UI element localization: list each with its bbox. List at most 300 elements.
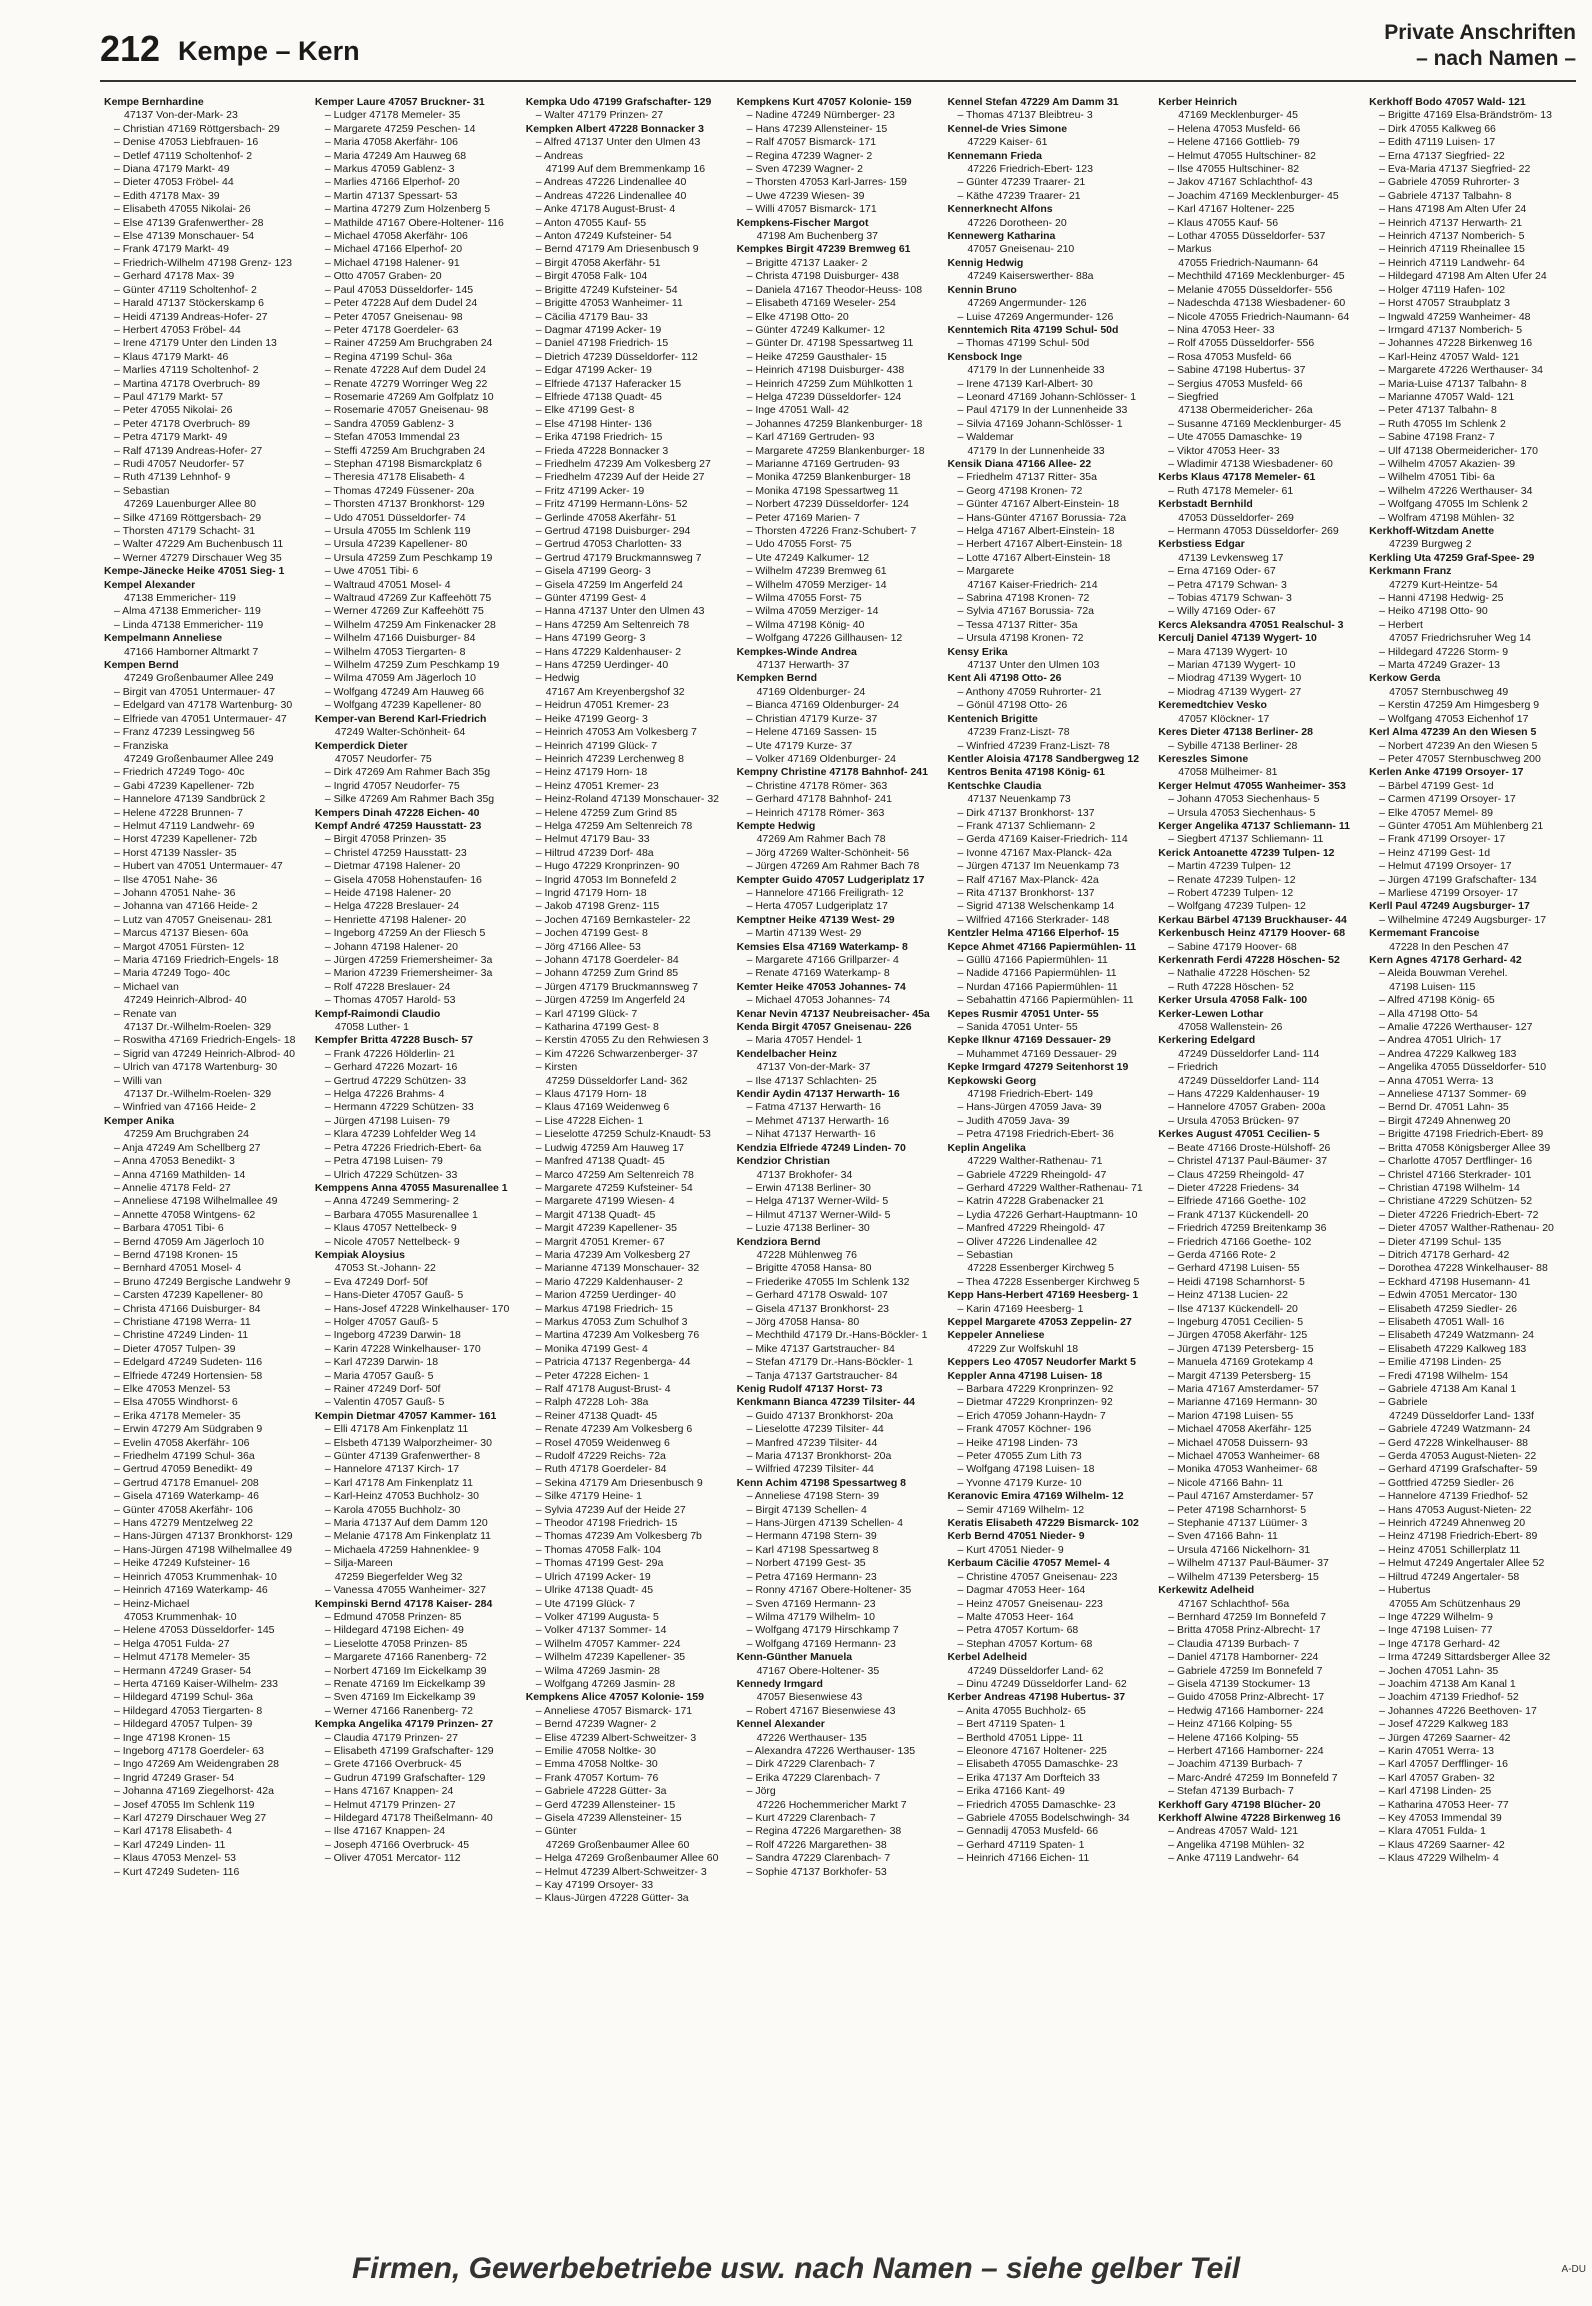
surname-entry: Kemper Anika (104, 1114, 175, 1127)
directory-entry: – Ulrich van 47178 Wartenburg- 30 (114, 1061, 278, 1074)
directory-entry: – Petra 47169 Hermann- 23 (746, 1570, 877, 1583)
directory-entry: – Ingeburg 47051 Cecilien- 5 (1168, 1315, 1304, 1328)
directory-entry: – Jürgen 47259 Friemersheimer- 3a (324, 954, 493, 966)
directory-entry: – Claus 47259 Rheingold- 47 (1168, 1168, 1305, 1181)
directory-entry: – Katharina 47053 Heer- 77 (1379, 1798, 1509, 1811)
directory-entry: – Hans-Jürgen 47059 Java- 39 (957, 1101, 1102, 1114)
directory-entry: – Wilhelm 47057 Akazien- 39 (1379, 457, 1516, 470)
directory-entry: – Ulrich 47229 Schützen- 33 (324, 1168, 458, 1181)
surname-entry: Kerkering Edelgard (1158, 1034, 1256, 1047)
directory-entry: – Bernd Dr. 47051 Lahn- 35 (1379, 1101, 1509, 1114)
directory-entry: – Birgit 47058 Falk- 104 (535, 270, 648, 283)
directory-entry: – Luzie 47138 Berliner- 30 (746, 1222, 870, 1235)
directory-entry: – Nina 47053 Heer- 33 (1168, 323, 1275, 336)
directory-entry: – Christian 47169 Röttgersbach- 29 (114, 122, 280, 135)
directory-entry: 47137 Dr.-Wilhelm-Roelen- 329 (124, 1021, 272, 1034)
directory-entry: – Nurdan 47166 Papiermühlen- 11 (957, 980, 1118, 993)
directory-entry: – Marianne 47139 Monschauer- 32 (535, 1262, 700, 1275)
directory-entry: – Petra 47179 Markt- 49 (114, 431, 228, 444)
surname-entry: Kemperdick Dieter (314, 739, 408, 752)
directory-entry: – Rosa 47053 Musfeld- 66 (1168, 350, 1292, 363)
directory-entry: – Christiane 47198 Werra- 11 (114, 1315, 251, 1328)
directory-entry: – Friedhelm 47199 Schul- 36a (114, 1450, 255, 1463)
directory-entry: – Sven 47169 Hermann- 23 (746, 1597, 876, 1610)
directory-entry: – Birgit van 47051 Untermauer- 47 (114, 685, 276, 698)
directory-entry: – Sven 47166 Bahn- 11 (1168, 1530, 1278, 1543)
directory-entry: – Heinrich 47053 Krummenhak- 10 (114, 1570, 277, 1583)
directory-entry: – Alfred 47198 König- 65 (1379, 994, 1495, 1007)
directory-entry: – Kurt 47051 Nieder- 9 (957, 1543, 1064, 1556)
directory-entry: – Jörg 47166 Allee- 53 (535, 940, 641, 953)
surname-entry: Kerker-Lewen Lothar (1158, 1007, 1264, 1020)
directory-entry: 47249 Walter-Schönheit- 64 (334, 726, 466, 739)
directory-entry: – Silke 47179 Heine- 1 (535, 1490, 642, 1503)
directory-entry: – Heinrich 47137 Herwarth- 21 (1379, 216, 1523, 229)
directory-entry: – Elisabeth 47055 Damaschke- 23 (957, 1758, 1118, 1771)
directory-entry: – Barbara 47229 Kronprinzen- 92 (957, 1383, 1114, 1395)
directory-entry: – Sabine 47198 Franz- 7 (1379, 431, 1495, 444)
directory-entry: – Andrea 47229 Kalkweg 183 (1379, 1047, 1517, 1060)
surname-entry: Kemper Laure 47057 Bruckner- 31 (314, 96, 485, 108)
directory-entry: – Erika 47229 Clarenbach- 7 (746, 1771, 881, 1784)
directory-entry: – Thorsten 47226 Franz-Schubert- 7 (746, 525, 917, 537)
surname-entry: Keppel Margarete 47053 Zeppelin- 27 (947, 1315, 1132, 1328)
directory-entry: – Helmut 47249 Angertaler Allee 52 (1379, 1557, 1545, 1570)
directory-entry: – Erika 47137 Am Dorfteich 33 (957, 1771, 1100, 1784)
directory-entry: – Elisabeth 47055 Nikolai- 26 (114, 203, 251, 216)
directory-entry: – Hildegard 47178 Theißelmann- 40 (324, 1812, 493, 1824)
footer-ref: A-DU (1561, 2264, 1586, 2275)
directory-entry: – Gerda 47166 Rote- 2 (1168, 1248, 1276, 1261)
directory-entry: – Thomas 47058 Falk- 104 (535, 1543, 662, 1556)
directory-entry: – Bruno 47249 Bergische Landwehr 9 (114, 1275, 291, 1288)
directory-entry: – Günter 47199 Gest- 4 (535, 592, 647, 605)
surname-entry: Kepke Ilknur 47169 Dessauer- 29 (947, 1034, 1111, 1047)
directory-entry: 47226 Werthauser- 135 (756, 1731, 867, 1744)
directory-entry: – Günter 47167 Albert-Einstein- 18 (957, 498, 1120, 511)
directory-entry: – Margarete 47259 Peschen- 14 (324, 122, 476, 135)
directory-entry: – Anneliese 47057 Bismarck- 171 (535, 1704, 693, 1717)
directory-entry: 47269 Angermunder- 126 (967, 297, 1087, 310)
surname-entry: Kent Ali 47198 Otto- 26 (947, 672, 1062, 685)
directory-entry: – Helmut 47055 Hultschiner- 82 (1168, 149, 1316, 162)
directory-entry: – Thomas 47199 Schul- 50d (957, 337, 1090, 350)
directory-entry: – Helmut 47199 Orsoyer- 17 (1379, 860, 1512, 873)
directory-entry: – Gerhard 47178 Oswald- 107 (746, 1289, 888, 1302)
surname-entry: Kenn-Günther Manuela (736, 1651, 853, 1664)
directory-entry: – Wilhelm 47166 Duisburger- 84 (324, 632, 476, 645)
directory-entry: – Ludwig 47259 Am Hauweg 17 (535, 1141, 684, 1154)
directory-entry: – Anke 47178 August-Brust- 4 (535, 203, 676, 216)
directory-entry: – Ute 47055 Damaschke- 19 (1168, 431, 1302, 444)
directory-entry: – Anna 47051 Werra- 13 (1379, 1074, 1494, 1087)
surname-entry: Kempel Alexander (104, 578, 196, 591)
directory-entry: – Herbert 47053 Fröbel- 44 (114, 323, 241, 336)
directory-entry: – Helga 47228 Breslauer- 24 (324, 900, 460, 913)
directory-entry: – Edwin 47051 Mercator- 130 (1379, 1289, 1517, 1302)
directory-entry: – Leonard 47169 Johann-Schlösser- 1 (957, 390, 1137, 403)
surname-entry: Kerll Paul 47249 Augsburger- 17 (1369, 900, 1530, 913)
directory-entry: – Karl 47169 Gertruden- 93 (746, 431, 875, 444)
directory-entry: – Marc-André 47259 Im Bonnefeld 7 (1168, 1771, 1338, 1784)
directory-entry: – Jörg 47058 Hansa- 80 (746, 1315, 860, 1328)
directory-entry: – Petra 47226 Friedrich-Ebert- 6a (324, 1141, 482, 1154)
directory-entry: – Friedhelm 47239 Auf der Heide 27 (535, 471, 705, 484)
directory-entry: – Bert 47119 Spaten- 1 (957, 1718, 1066, 1731)
directory-entry: – Gabriele 47137 Talbahn- 8 (1379, 189, 1512, 202)
directory-entry: – Daniela 47167 Theodor-Heuss- 108 (746, 283, 923, 296)
directory-entry: – Johann 47051 Nahe- 36 (114, 886, 236, 899)
surname-entry: Keplin Angelika (947, 1141, 1026, 1154)
directory-entry: – Hannelore 47057 Graben- 200a (1168, 1101, 1326, 1114)
directory-entry: – Friedrich 47249 Togo- 40c (114, 766, 245, 779)
directory-entry: – Jakob 47198 Grenz- 115 (535, 900, 660, 913)
directory-columns (100, 96, 1576, 2236)
directory-entry: – Hans-Jürgen 47137 Bronkhorst- 129 (114, 1530, 293, 1543)
directory-entry: – Karl 47178 Am Finkenplatz 11 (324, 1476, 473, 1489)
surname-entry: Kerkmann Franz (1369, 565, 1452, 578)
directory-entry: – Marion 47259 Uerdinger- 40 (535, 1289, 676, 1302)
directory-entry: – Elisabeth 47229 Kalkweg 183 (1379, 1342, 1527, 1355)
directory-entry: – Sybille 47138 Berliner- 28 (1168, 739, 1298, 752)
directory-entry: – Anneliese 47198 Stern- 39 (746, 1490, 880, 1503)
directory-entry: 47167 Kaiser-Friedrich- 214 (967, 578, 1098, 591)
directory-entry: – Eckhard 47198 Husemann- 41 (1379, 1275, 1531, 1288)
directory-entry: – Dietmar 47198 Halener- 20 (324, 860, 461, 873)
directory-entry: – Rolf 47228 Breslauer- 24 (324, 980, 451, 993)
surname-entry: Kemptner Heike 47139 West- 29 (736, 913, 895, 926)
surname-entry: Kemper-van Berend Karl-Friedrich (314, 712, 487, 725)
directory-entry: – Helene 47166 Gottlieb- 79 (1168, 136, 1300, 149)
directory-entry: – Oliver 47226 Lindenallee 42 (957, 1235, 1097, 1248)
directory-entry: – Peter 47169 Marien- 7 (746, 511, 860, 524)
directory-entry: 47226 Friedrich-Ebert- 123 (967, 163, 1093, 176)
directory-entry: – Margit 47138 Quadt- 45 (535, 1208, 656, 1221)
directory-entry: – Dieter 47057 Walther-Rathenau- 20 (1379, 1222, 1554, 1235)
directory-entry: – Marlies 47166 Elperhof- 20 (324, 176, 460, 189)
directory-entry: – Denise 47053 Liebfrauen- 16 (114, 136, 259, 149)
directory-entry: – Hans-Jürgen 47139 Schellen- 4 (746, 1517, 904, 1530)
directory-entry: – Ingrid 47057 Neudorfer- 75 (324, 779, 460, 792)
directory-entry: – Andreas 47057 Wald- 121 (1168, 1825, 1299, 1838)
directory-entry: – Monika 47199 Gest- 4 (535, 1342, 648, 1355)
directory-entry: – Mario 47229 Kaldenhauser- 2 (535, 1275, 683, 1288)
directory-entry: – Martina 47279 Zum Holzenberg 5 (324, 203, 491, 216)
directory-entry: – Maria 47239 Am Volkesberg 27 (535, 1248, 691, 1261)
directory-entry: – Wilma 47059 Am Jägerloch 10 (324, 672, 477, 685)
directory-entry: – Dietrich 47239 Düsseldorfer- 112 (535, 350, 698, 363)
directory-entry: – Wilma 47179 Wilhelm- 10 (746, 1610, 875, 1623)
directory-entry: – Angelika 47055 Düsseldorfer- 510 (1379, 1061, 1547, 1074)
directory-entry: – Theresia 47178 Elisabeth- 4 (324, 471, 465, 484)
directory-entry: 47057 Gneisenau- 210 (967, 243, 1075, 256)
directory-entry: – Hildegard 47226 Storm- 9 (1379, 645, 1509, 658)
directory-entry: – Wilma 47055 Forst- 75 (746, 592, 862, 605)
directory-entry: – Klara 47051 Fulda- 1 (1379, 1825, 1486, 1838)
directory-entry: – Willy 47169 Oder- 67 (1168, 605, 1276, 618)
directory-entry: – Oliver 47051 Mercator- 112 (324, 1852, 461, 1865)
directory-entry: – Heinz 47198 Friedrich-Ebert- 89 (1379, 1530, 1538, 1543)
directory-entry: – Jochen 47169 Bernkasteler- 22 (535, 913, 691, 926)
directory-entry: – Paul 47167 Amsterdamer- 57 (1168, 1490, 1314, 1503)
directory-entry: – Marion 47198 Luisen- 55 (1168, 1409, 1294, 1422)
directory-entry: – Fritz 47199 Acker- 19 (535, 484, 645, 497)
directory-entry: 47226 Hochemmericher Markt 7 (756, 1798, 907, 1811)
directory-entry: – Ursula 47053 Brücken- 97 (1168, 1114, 1300, 1127)
directory-entry: – Tobias 47179 Schwan- 3 (1168, 592, 1292, 605)
surname-entry: Kemter Heike 47053 Johannes- 74 (736, 980, 906, 993)
directory-entry: 47057 Biesenwiese 43 (756, 1691, 863, 1704)
directory-entry: 47249 Großenbaumer Allee 249 (124, 672, 274, 685)
directory-entry: – Johanna van 47166 Heide- 2 (114, 900, 258, 913)
directory-entry: – Anton 47055 Kauf- 55 (535, 216, 647, 229)
directory-entry: – Christine 47178 Römer- 363 (746, 779, 888, 792)
directory-entry: – Gottfried 47259 Siedler- 26 (1379, 1476, 1514, 1489)
directory-entry: – Gertrud 47178 Emanuel- 208 (114, 1476, 259, 1489)
directory-entry: – Gisela 47058 Hohenstaufen- 16 (324, 873, 482, 886)
directory-entry: – Klaus-Jürgen 47228 Gütter- 3a (535, 1892, 689, 1905)
directory-entry: – Daniel 47198 Friedrich- 15 (535, 337, 669, 350)
directory-entry: – Katrin 47228 Grabenacker 21 (957, 1195, 1104, 1208)
directory-entry: – Martin 47137 Spessart- 53 (324, 189, 458, 202)
directory-entry: – Otto 47057 Graben- 20 (324, 270, 442, 283)
directory-entry: – Bernhard 47259 Im Bonnefeld 7 (1168, 1610, 1326, 1623)
directory-entry: – Jochen 47051 Lahn- 35 (1379, 1664, 1499, 1677)
directory-entry: – Gisela 47199 Georg- 3 (535, 565, 651, 578)
directory-entry: – Heinrich 47119 Landwehr- 64 (1379, 256, 1525, 269)
directory-entry: – Maria 47249 Togo- 40c (114, 967, 230, 980)
directory-entry: – Luise 47269 Angermunder- 126 (957, 310, 1114, 323)
directory-entry: – Gerlinde 47058 Akerfähr- 51 (535, 511, 677, 524)
surname-entry: Kerl Alma 47239 An den Wiesen 5 (1369, 726, 1537, 739)
directory-entry: 47137 Dr.-Wilhelm-Roelen- 329 (124, 1088, 272, 1101)
directory-entry: – Maria 47167 Amsterdamer- 57 (1168, 1383, 1319, 1395)
directory-entry: – Hildegard 47057 Tulpen- 39 (114, 1718, 253, 1731)
directory-entry: 47198 Am Buchenberg 37 (756, 230, 879, 243)
directory-entry: – Heidrun 47051 Kremer- 23 (535, 699, 669, 712)
directory-entry: – Heinz 47138 Lucien- 22 (1168, 1289, 1288, 1302)
directory-entry: – Hildegard 47198 Am Alten Ufer 24 (1379, 270, 1547, 283)
directory-entry: 47138 Emmericher- 119 (124, 592, 236, 605)
surname-entry: Kennedy Irmgard (736, 1677, 823, 1690)
directory-entry: – Nadide 47166 Papiermühlen- 11 (957, 967, 1117, 980)
directory-entry: – Jakov 47167 Schlachthof- 43 (1168, 176, 1313, 189)
directory-entry: – Heinrich 47259 Zum Mühlkotten 1 (746, 377, 913, 390)
directory-entry: – Elsbeth 47139 Walporzheimer- 30 (324, 1436, 492, 1449)
directory-entry: – Ingeborg 47259 An der Fliesch 5 (324, 927, 486, 940)
directory-entry: – Elfriede 47249 Hortensien- 58 (114, 1369, 263, 1382)
directory-entry: – Karl 47057 Graben- 32 (1379, 1771, 1495, 1784)
directory-entry: – Claudia 47139 Burbach- 7 (1168, 1637, 1300, 1650)
directory-entry: – Werner 47279 Dirschauer Weg 35 (114, 551, 282, 564)
directory-entry: – Gabriele 47059 Ruhrorter- 3 (1379, 176, 1520, 189)
directory-entry: – Wolfgang 47169 Hermann- 23 (746, 1637, 896, 1650)
directory-entry: – Michael 47053 Johannes- 74 (746, 994, 891, 1007)
directory-entry: – Birgit 47058 Prinzen- 35 (324, 833, 447, 846)
directory-entry: – Silke 47269 Am Rahmer Bach 35g (324, 793, 495, 806)
directory-entry: – Ruth 47139 Lehnhof- 9 (114, 471, 231, 484)
directory-entry: 47138 Obermeidericher- 26a (1178, 404, 1313, 417)
directory-entry: – Heinrich 47137 Nomberich- 5 (1379, 230, 1525, 243)
directory-entry: 47198 Friedrich-Ebert- 149 (967, 1088, 1093, 1101)
directory-entry: – Thomas 47057 Harold- 53 (324, 994, 456, 1007)
directory-entry: – Erna 47137 Siegfried- 22 (1379, 149, 1505, 162)
directory-entry: – Hans 47229 Kaldenhauser- 19 (1168, 1088, 1320, 1101)
directory-entry: – Erika 47166 Kant- 49 (957, 1785, 1065, 1798)
directory-entry: – Günter (535, 1825, 577, 1838)
directory-entry: – Gerd 47239 Allensteiner- 15 (535, 1798, 676, 1811)
directory-entry: – Dirk 47229 Clarenbach- 7 (746, 1758, 875, 1771)
directory-entry: – Gerhard 47198 Luisen- 55 (1168, 1262, 1300, 1275)
directory-entry: – Manfred 47239 Tilsiter- 44 (746, 1436, 878, 1449)
directory-entry: – Nadeschda 47138 Wiesbadener- 60 (1168, 297, 1346, 310)
directory-entry: – Karin 47051 Werra- 13 (1379, 1744, 1494, 1757)
surname-entry: Keppers Leo 47057 Neudorfer Markt 5 (947, 1356, 1136, 1369)
directory-entry: – Bernd 47198 Kronen- 15 (114, 1248, 238, 1261)
directory-entry: – Renate 47228 Auf dem Dudel 24 (324, 364, 486, 377)
directory-entry: – Volker 47199 Augusta- 5 (535, 1610, 659, 1623)
directory-entry: – Wilhelm 47053 Tiergarten- 8 (324, 645, 466, 658)
directory-entry: – Hans 47259 Uerdinger- 40 (535, 659, 669, 672)
surname-entry: Kennewerg Katharina (947, 230, 1056, 243)
directory-entry: – Johannes 47228 Birkenweg 16 (1379, 337, 1533, 350)
directory-entry: – Silke 47169 Röttgersbach- 29 (114, 511, 262, 524)
surname-entry: Kempken Albert 47228 Bonnacker 3 (525, 122, 704, 135)
directory-entry: – Else 47139 Grafenwerther- 28 (114, 216, 264, 229)
directory-entry: – Marco 47259 Am Seltenreich 78 (535, 1168, 694, 1181)
directory-entry: – Ulrike 47138 Quadt- 45 (535, 1584, 654, 1597)
directory-entry: – Helga 47239 Düsseldorfer- 124 (746, 390, 902, 403)
directory-entry: – Hermann 47249 Graser- 54 (114, 1664, 252, 1677)
directory-entry: – Nihat 47137 Herwarth- 16 (746, 1128, 876, 1141)
surname-entry: Kerkhoff-Witzdam Anette (1369, 525, 1495, 537)
surname-entry: Kepke Irmgard 47279 Seitenhorst 19 (947, 1061, 1129, 1074)
surname-entry: Kerbel Adelheid (947, 1651, 1027, 1664)
directory-entry: – Thomas 47239 Am Volkesberg 7b (535, 1530, 702, 1543)
directory-entry: – Wolfgang 47055 Im Schlenk 2 (1379, 498, 1528, 511)
directory-entry: – Margarete 47166 Ranenberg- 72 (324, 1651, 487, 1664)
directory-entry: – Dietmar 47229 Kronprinzen- 92 (957, 1396, 1113, 1409)
directory-entry: – Siegfried (1168, 390, 1219, 403)
directory-entry: – Lieselotte 47058 Prinzen- 85 (324, 1637, 468, 1650)
directory-entry: – Petra 47198 Friedrich-Ebert- 36 (957, 1128, 1114, 1141)
directory-entry: – Karl 47249 Linden- 11 (114, 1838, 226, 1851)
directory-entry: – Emilie 47058 Noltke- 30 (535, 1744, 656, 1757)
directory-entry: – Markus 47198 Friedrich- 15 (535, 1302, 673, 1315)
directory-entry: – Bernd 47239 Wagner- 2 (535, 1718, 657, 1731)
directory-entry: – Jörg (746, 1785, 776, 1798)
directory-entry: – Wolfgang 47269 Jasmin- 28 (535, 1677, 676, 1690)
directory-entry: – Joachim 47138 Am Kanal 1 (1379, 1677, 1516, 1690)
surname-entry: Kempkes-Winde Andrea (736, 645, 857, 658)
directory-entry: – Maria 47249 Am Hauweg 68 (324, 149, 467, 162)
directory-entry: – Bernd 47059 Am Jägerloch 10 (114, 1235, 265, 1248)
directory-entry: – Heidi 47198 Scharnhorst- 5 (1168, 1275, 1305, 1288)
directory-entry: – Stefan 47179 Dr.-Hans-Böckler- 1 (746, 1356, 913, 1369)
directory-entry: 47228 Essenberger Kirchweg 5 (967, 1262, 1114, 1275)
directory-entry: – Britta 47058 Königsberger Allee 39 (1379, 1141, 1551, 1154)
directory-entry: – Fredi 47198 Wilhelm- 154 (1379, 1369, 1509, 1382)
directory-entry: – Heinrich 47178 Römer- 363 (746, 806, 885, 819)
directory-entry: – Hans 47199 Georg- 3 (535, 632, 646, 645)
directory-entry: 47249 Düsseldorfer Land- 114 (1178, 1047, 1320, 1060)
directory-entry: – Gennadij 47053 Musfeld- 66 (957, 1825, 1099, 1838)
directory-entry: – Friedrich 47166 Goethe- 102 (1168, 1235, 1312, 1248)
directory-entry: – Hermann 47229 Schützen- 33 (324, 1101, 474, 1114)
directory-entry: – Hans 47279 Mentzelweg 22 (114, 1517, 253, 1530)
directory-entry: 47166 Hamborner Altmarkt 7 (124, 645, 259, 658)
directory-entry: – Mechthild 47169 Mecklenburger- 45 (1168, 270, 1345, 283)
directory-entry: 47139 Levkensweg 17 (1178, 551, 1284, 564)
directory-entry: 47055 Friedrich-Naumann- 64 (1178, 256, 1319, 269)
directory-entry: – Gerhard 47199 Grafschafter- 59 (1379, 1463, 1538, 1476)
directory-entry: – Inge 47229 Wilhelm- 9 (1379, 1610, 1493, 1623)
directory-entry: – Kurt 47229 Clarenbach- 7 (746, 1812, 876, 1824)
directory-entry: – Dieter 47053 Fröbel- 44 (114, 176, 234, 189)
directory-entry: 47053 St.-Johann- 22 (334, 1262, 436, 1275)
directory-entry: – Margit 47139 Petersberg- 15 (1168, 1369, 1311, 1382)
directory-entry: – Gertrud 47198 Duisburger- 294 (535, 525, 691, 537)
directory-entry: – Christian 47198 Wilhelm- 14 (1379, 1181, 1520, 1194)
directory-entry: – Nadine 47249 Nürnberger- 23 (746, 109, 895, 122)
directory-entry: – Elfriede van 47051 Untermauer- 47 (114, 712, 287, 725)
directory-entry: – Horst 47139 Nassler- 35 (114, 846, 237, 859)
directory-entry: – Paul 47179 Markt- 57 (114, 390, 224, 403)
directory-entry: – Frank 47057 Kortum- 76 (535, 1771, 659, 1784)
directory-entry: – Hugo 47229 Kronprinzen- 90 (535, 860, 680, 873)
directory-entry: – Waltraud 47051 Mosel- 4 (324, 578, 451, 591)
directory-entry: – Karl-Heinz 47057 Wald- 121 (1379, 350, 1520, 363)
directory-entry: – Bianca 47169 Oldenburger- 24 (746, 699, 899, 712)
directory-entry: 47249 Düsseldorfer Land- 133f (1389, 1409, 1534, 1422)
directory-entry: – Maria-Luise 47137 Talbahn- 8 (1379, 377, 1527, 390)
directory-entry: – Jochen 47199 Gest- 8 (535, 927, 648, 940)
directory-entry: – Petra 47198 Luisen- 79 (324, 1155, 443, 1168)
directory-entry: – Frank 47137 Schliemann- 2 (957, 819, 1096, 832)
directory-entry: – Anna 47169 Mathilden- 14 (114, 1168, 246, 1181)
directory-entry: – Gerhard 47226 Mozart- 16 (324, 1061, 458, 1074)
directory-entry: – Güllü 47166 Papiermühlen- 11 (957, 954, 1108, 966)
directory-entry: 47137 Neuenkamp 73 (967, 793, 1071, 806)
surname-entry: Kempf André 47259 Hausstatt- 23 (314, 819, 482, 832)
directory-entry: – Norbert 47239 An den Wiesen 5 (1379, 739, 1538, 752)
directory-entry: – Emma 47058 Noltke- 30 (535, 1758, 658, 1771)
directory-entry: – Helene 47228 Brunnen- 7 (114, 806, 244, 819)
directory-entry: – Günter 47119 Scholtenhof- 2 (114, 283, 257, 296)
directory-entry: – Anna 47053 Benedikt- 3 (114, 1155, 235, 1168)
directory-entry: – Andreas 47226 Lindenallee 40 (535, 189, 687, 202)
directory-entry: – Maria 47058 Akerfähr- 106 (324, 136, 458, 149)
directory-entry: – Hans 47167 Knappen- 24 (324, 1785, 454, 1798)
directory-entry: – Elke 47198 Otto- 20 (746, 310, 849, 323)
directory-entry: – Ingrid 47179 Horn- 18 (535, 886, 647, 899)
directory-entry: 47228 In den Peschen 47 (1389, 940, 1509, 953)
directory-entry: – Peter 47057 Sternbuschweg 200 (1379, 752, 1541, 765)
directory-column (1365, 96, 1576, 2236)
directory-entry: – Gabi 47239 Kapellener- 72b (114, 779, 255, 792)
directory-entry: – Karl 47167 Holtener- 225 (1168, 203, 1295, 216)
directory-entry: – Michael 47058 Duissern- 93 (1168, 1436, 1308, 1449)
directory-entry: – Anke 47119 Landwehr- 64 (1168, 1852, 1299, 1865)
directory-entry: – Martina 47239 Am Volkesberg 76 (535, 1329, 700, 1342)
directory-entry: – Evelin 47058 Akerfähr- 106 (114, 1436, 250, 1449)
directory-entry: – Elfriede 47138 Quadt- 45 (535, 390, 662, 403)
directory-entry: – Wilhelmine 47249 Augsburger- 17 (1379, 913, 1547, 926)
directory-entry: – Gabriele 47249 Watzmann- 24 (1379, 1423, 1531, 1436)
directory-entry: – Helmut 47119 Landwehr- 69 (114, 819, 255, 832)
directory-entry: – Hilmut 47137 Werner-Wild- 5 (746, 1208, 891, 1221)
surname-entry: Kennerknecht Alfons (947, 203, 1053, 216)
